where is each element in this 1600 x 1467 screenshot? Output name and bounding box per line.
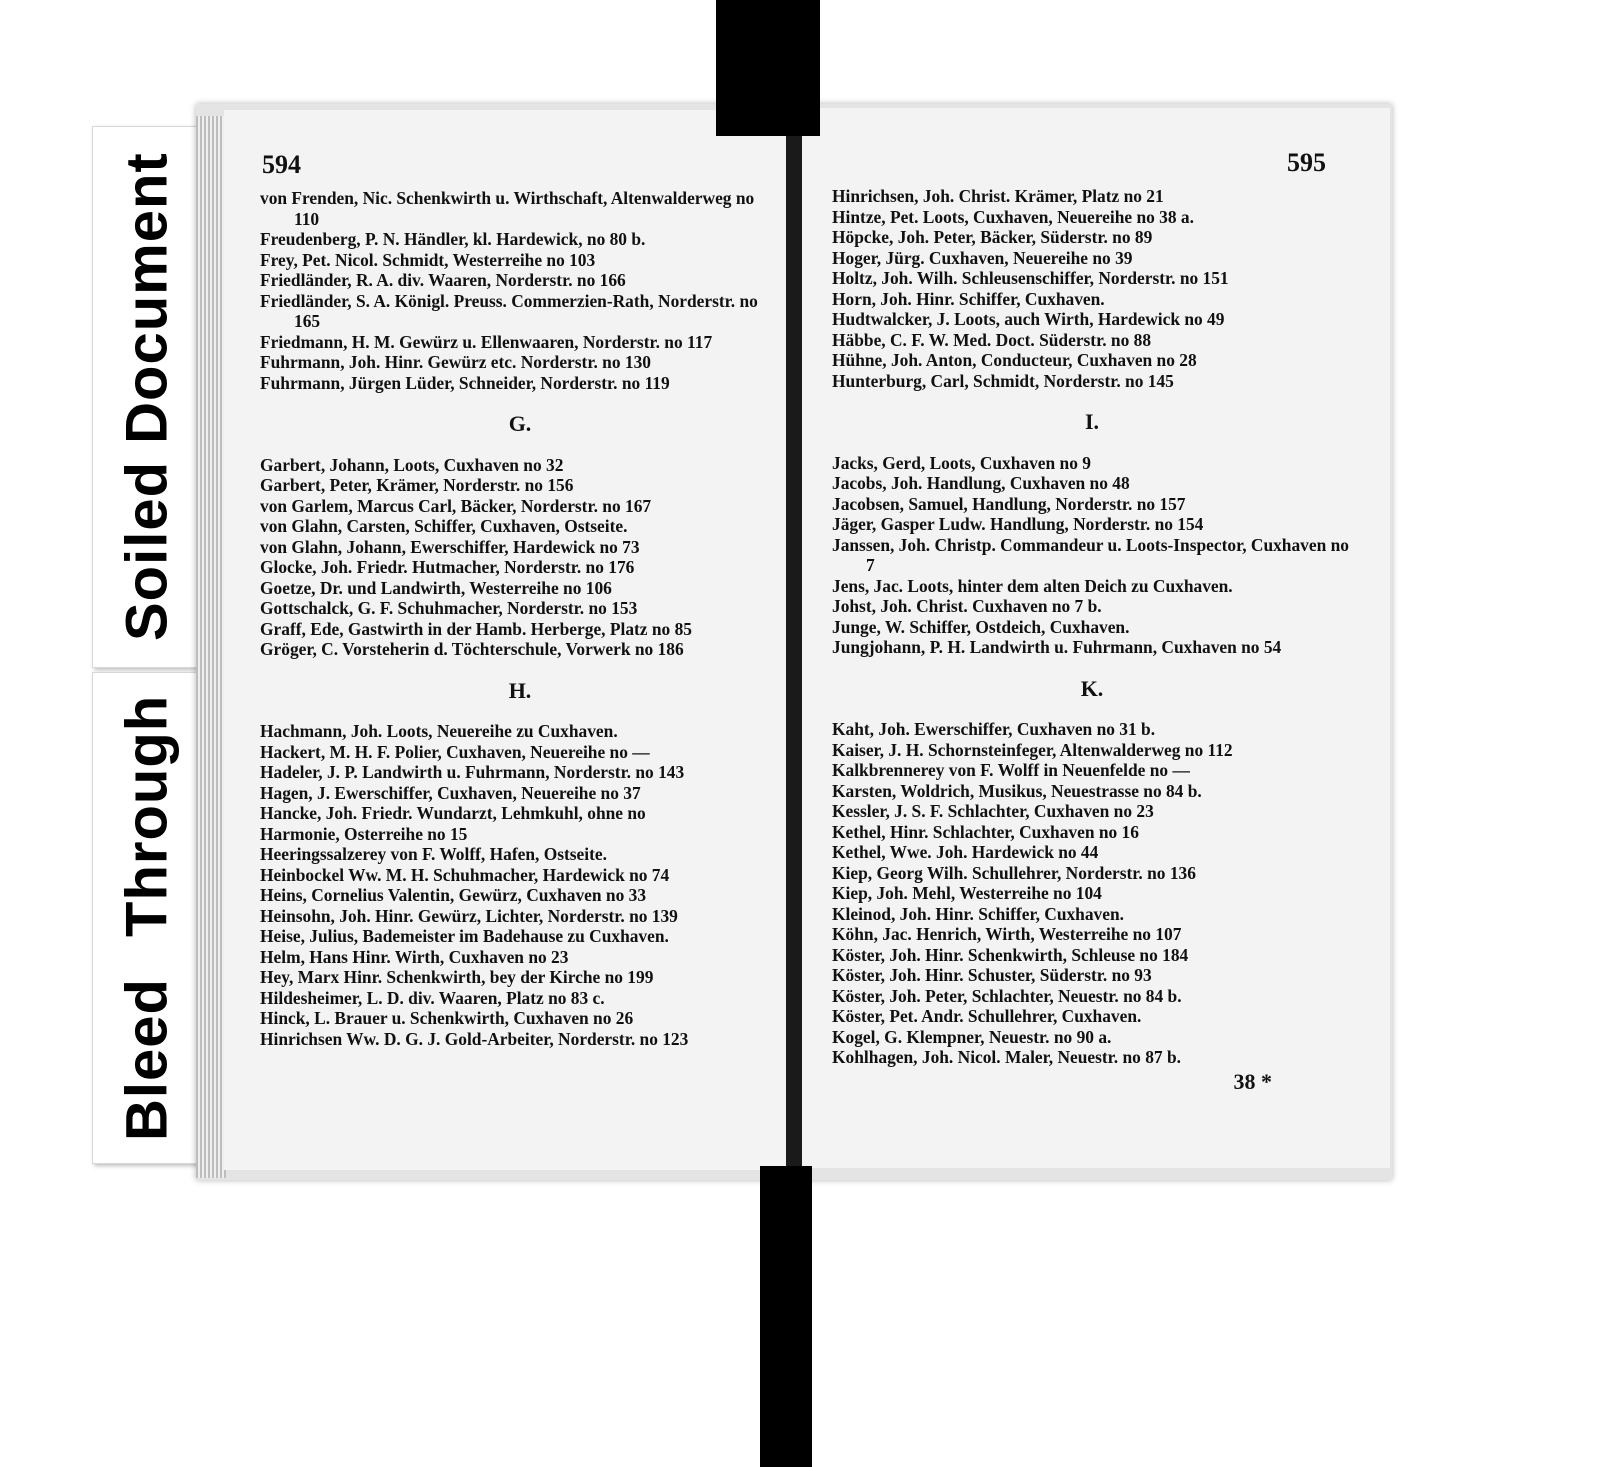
directory-entry: Hachmann, Joh. Loots, Neuereihe zu Cuxhaven.: [260, 721, 618, 741]
directory-entry: Hudtwalcker, J. Loots, auch Wirth, Hardewick no 49: [832, 309, 1225, 329]
directory-entry: Heins, Cornelius Valentin, Gewürz, Cuxhaven no 33: [260, 885, 647, 905]
soiled-document-label: Soiled Document: [114, 152, 180, 642]
directory-entry: Kiep, Joh. Mehl, Westerreihe no 104: [832, 883, 1102, 903]
directory-entry: Hildesheimer, L. D. div. Waaren, Platz no 83 c.: [260, 987, 605, 1008]
right-page-entries: [832, 186, 1352, 1092]
directory-entry: Hühne, Joh. Anton, Conducteur, Cuxhaven no 28: [832, 350, 1197, 370]
section-heading: I.: [1084, 409, 1100, 434]
directory-entry: Hintze, Pet. Loots, Cuxhaven, Neuereihe no 38 a.: [832, 206, 1194, 227]
bleed-through-strip: [92, 672, 202, 1164]
directory-entry: von Glahn, Carsten, Schiffer, Cuxhaven, Ostseite.: [260, 516, 628, 536]
section-heading: H.: [508, 677, 532, 703]
directory-entry: Hinck, L. Brauer u. Schenkwirth, Cuxhaven no 26: [260, 1008, 634, 1028]
directory-entry: Fuhrmann, Jürgen Lüder, Schneider, Norderstr. no 119: [260, 372, 670, 393]
directory-entry: Jacks, Gerd, Loots, Cuxhaven no 9: [832, 452, 1091, 473]
bookmark-ribbon-top: [716, 0, 820, 136]
directory-entry: Hagen, J. Ewerschiffer, Cuxhaven, Neuereihe no 37: [260, 782, 641, 803]
directory-entry: Kogel, G. Klempner, Neuestr. no 90 a.: [832, 1026, 1112, 1047]
directory-entry: Horn, Joh. Hinr. Schiffer, Cuxhaven.: [832, 288, 1105, 309]
directory-entry: Hey, Marx Hinr. Schenkwirth, bey der Kirche no 199: [260, 967, 654, 987]
directory-entry: Kethel, Hinr. Schlachter, Cuxhaven no 16: [832, 821, 1139, 842]
directory-entry: Fuhrmann, Joh. Hinr. Gewürz etc. Norderstr. no 130: [260, 352, 651, 372]
directory-entry: Kaiser, J. H. Schornsteinfeger, Altenwalderweg no 112: [832, 739, 1233, 760]
directory-entry: Johst, Joh. Christ. Cuxhaven no 7 b.: [832, 596, 1102, 616]
directory-entry: Köster, Pet. Andr. Schullehrer, Cuxhaven.: [832, 1006, 1142, 1026]
directory-entry: Jungjohann, P. H. Landwirth u. Fuhrmann, Cuxhaven no 54: [832, 637, 1282, 657]
directory-entry: Hadeler, J. P. Landwirth u. Fuhrmann, Norderstr. no 143: [260, 762, 685, 782]
directory-entry: Harmonie, Osterreihe no 15: [260, 823, 468, 844]
directory-entry: Hinrichsen Ww. D. G. J. Gold-Arbeiter, Norderstr. no 123: [260, 1028, 689, 1049]
directory-entry: Hunterburg, Carl, Schmidt, Norderstr. no 145: [832, 370, 1174, 391]
directory-entry: von Garlem, Marcus Carl, Bäcker, Norderstr. no 167: [260, 495, 652, 516]
directory-entry: Köster, Joh. Hinr. Schuster, Süderstr. no 93: [832, 965, 1152, 985]
directory-entry: Jens, Jac. Loots, hinter dem alten Deich zu Cuxhaven.: [832, 575, 1233, 596]
directory-entry: Köster, Joh. Hinr. Schenkwirth, Schleuse no 184: [832, 944, 1189, 965]
directory-entry: Jacobs, Joh. Handlung, Cuxhaven no 48: [832, 473, 1130, 493]
directory-entry: Kessler, J. S. F. Schlachter, Cuxhaven no 23: [832, 801, 1154, 821]
directory-entry: Kleinod, Joh. Hinr. Schiffer, Cuxhaven.: [832, 903, 1124, 924]
section-heading: G.: [508, 411, 532, 436]
right-page: [802, 108, 1390, 1168]
directory-entry: von Glahn, Johann, Ewerschiffer, Hardewick no 73: [260, 536, 640, 557]
directory-entry: Junge, W. Schiffer, Ostdeich, Cuxhaven.: [832, 616, 1130, 637]
section-heading: K.: [1080, 675, 1104, 701]
directory-entry: Heinsohn, Joh. Hinr. Gewürz, Lichter, Norderstr. no 139: [260, 905, 678, 926]
directory-entry: Gröger, C. Vorsteherin d. Töchterschule, Vorwerk no 186: [260, 639, 684, 659]
directory-entry: Kaht, Joh. Ewerschiffer, Cuxhaven no 31 b.: [832, 719, 1156, 739]
directory-entry: Glocke, Joh. Friedr. Hutmacher, Norderstr. no 176: [260, 557, 635, 577]
directory-entry: Kiep, Georg Wilh. Schullehrer, Norderstr. no 136: [832, 862, 1196, 883]
directory-entry: Freudenberg, P. N. Händler, kl. Hardewick, no 80 b.: [260, 229, 646, 249]
left-page: [224, 110, 790, 1170]
directory-entry: Frey, Pet. Nicol. Schmidt, Westerreihe no 103: [260, 249, 596, 270]
directory-entry: Heise, Julius, Bademeister im Badehause zu Cuxhaven.: [260, 926, 669, 946]
directory-entry: Hancke, Joh. Friedr. Wundarzt, Lehmkuhl, ohne no: [260, 803, 646, 823]
directory-entry: Gottschalck, G. F. Schuhmacher, Norderstr. no 153: [260, 598, 638, 618]
directory-entry: Heeringssalzerey von F. Wolff, Hafen, Ostseite.: [260, 844, 607, 864]
directory-entry: Graff, Ede, Gastwirth in der Hamb. Herberge, Platz no 85: [260, 618, 692, 639]
right-page-number: 595: [1287, 148, 1326, 177]
directory-entry: Köhn, Jac. Henrich, Wirth, Westerreihe no 107: [832, 924, 1182, 944]
directory-entry: Kethel, Wwe. Joh. Hardewick no 44: [832, 842, 1099, 862]
directory-entry: Friedländer, S. A. Königl. Preuss. Commerzien-Rath, Norderstr. no 165: [260, 290, 758, 331]
directory-entry: Hoger, Jürg. Cuxhaven, Neuereihe no 39: [832, 247, 1133, 268]
left-page-entries: [260, 188, 780, 1049]
directory-entry: Köster, Joh. Peter, Schlachter, Neuestr. no 84 b.: [832, 985, 1182, 1006]
page-edges: [196, 116, 226, 1178]
directory-entry: Kohlhagen, Joh. Nicol. Maler, Neuestr. no 87 b.: [832, 1047, 1181, 1067]
directory-entry: von Frenden, Nic. Schenkwirth u. Wirthschaft, Altenwalderweg no 110: [260, 188, 755, 229]
directory-entry: Helm, Hans Hinr. Wirth, Cuxhaven no 23: [260, 946, 569, 967]
directory-entry: Friedmann, H. M. Gewürz u. Ellenwaaren, Norderstr. no 117: [260, 331, 713, 352]
bleed-through-label: Bleed Through: [114, 694, 180, 1142]
directory-entry: Goetze, Dr. und Landwirth, Westerreihe no 106: [260, 577, 612, 598]
directory-entry: Hackert, M. H. F. Polier, Cuxhaven, Neuereihe no —: [260, 741, 650, 762]
directory-entry: Karsten, Woldrich, Musikus, Neuestrasse no 84 b.: [832, 780, 1202, 801]
directory-entry: Kalkbrennerey von F. Wolff in Neuenfelde no —: [832, 760, 1190, 780]
directory-entry: Hinrichsen, Joh. Christ. Krämer, Platz no 21: [832, 186, 1164, 206]
directory-entry: Garbert, Peter, Krämer, Norderstr. no 156: [260, 475, 574, 495]
directory-entry: Jäger, Gasper Ludw. Handlung, Norderstr. no 154: [832, 514, 1204, 534]
directory-entry: Friedländer, R. A. div. Waaren, Norderstr. no 166: [260, 270, 626, 290]
bookmark-ribbon-bottom: [760, 1166, 812, 1467]
left-page-number: 594: [262, 150, 301, 179]
directory-entry: Heinbockel Ww. M. H. Schuhmacher, Hardewick no 74: [260, 864, 670, 885]
directory-entry: Janssen, Joh. Christp. Commandeur u. Loots-Inspector, Cuxhaven no 7: [832, 534, 1349, 575]
signature-mark: 38 *: [1233, 1068, 1272, 1094]
directory-entry: Häbbe, C. F. W. Med. Doct. Süderstr. no 88: [832, 329, 1152, 350]
directory-entry: Jacobsen, Samuel, Handlung, Norderstr. no 157: [832, 493, 1186, 514]
directory-entry: Garbert, Johann, Loots, Cuxhaven no 32: [260, 454, 564, 475]
directory-entry: Holtz, Joh. Wilh. Schleusenschiffer, Norderstr. no 151: [832, 268, 1229, 288]
directory-entry: Höpcke, Joh. Peter, Bäcker, Süderstr. no 89: [832, 227, 1153, 247]
soiled-document-strip: [92, 126, 202, 668]
